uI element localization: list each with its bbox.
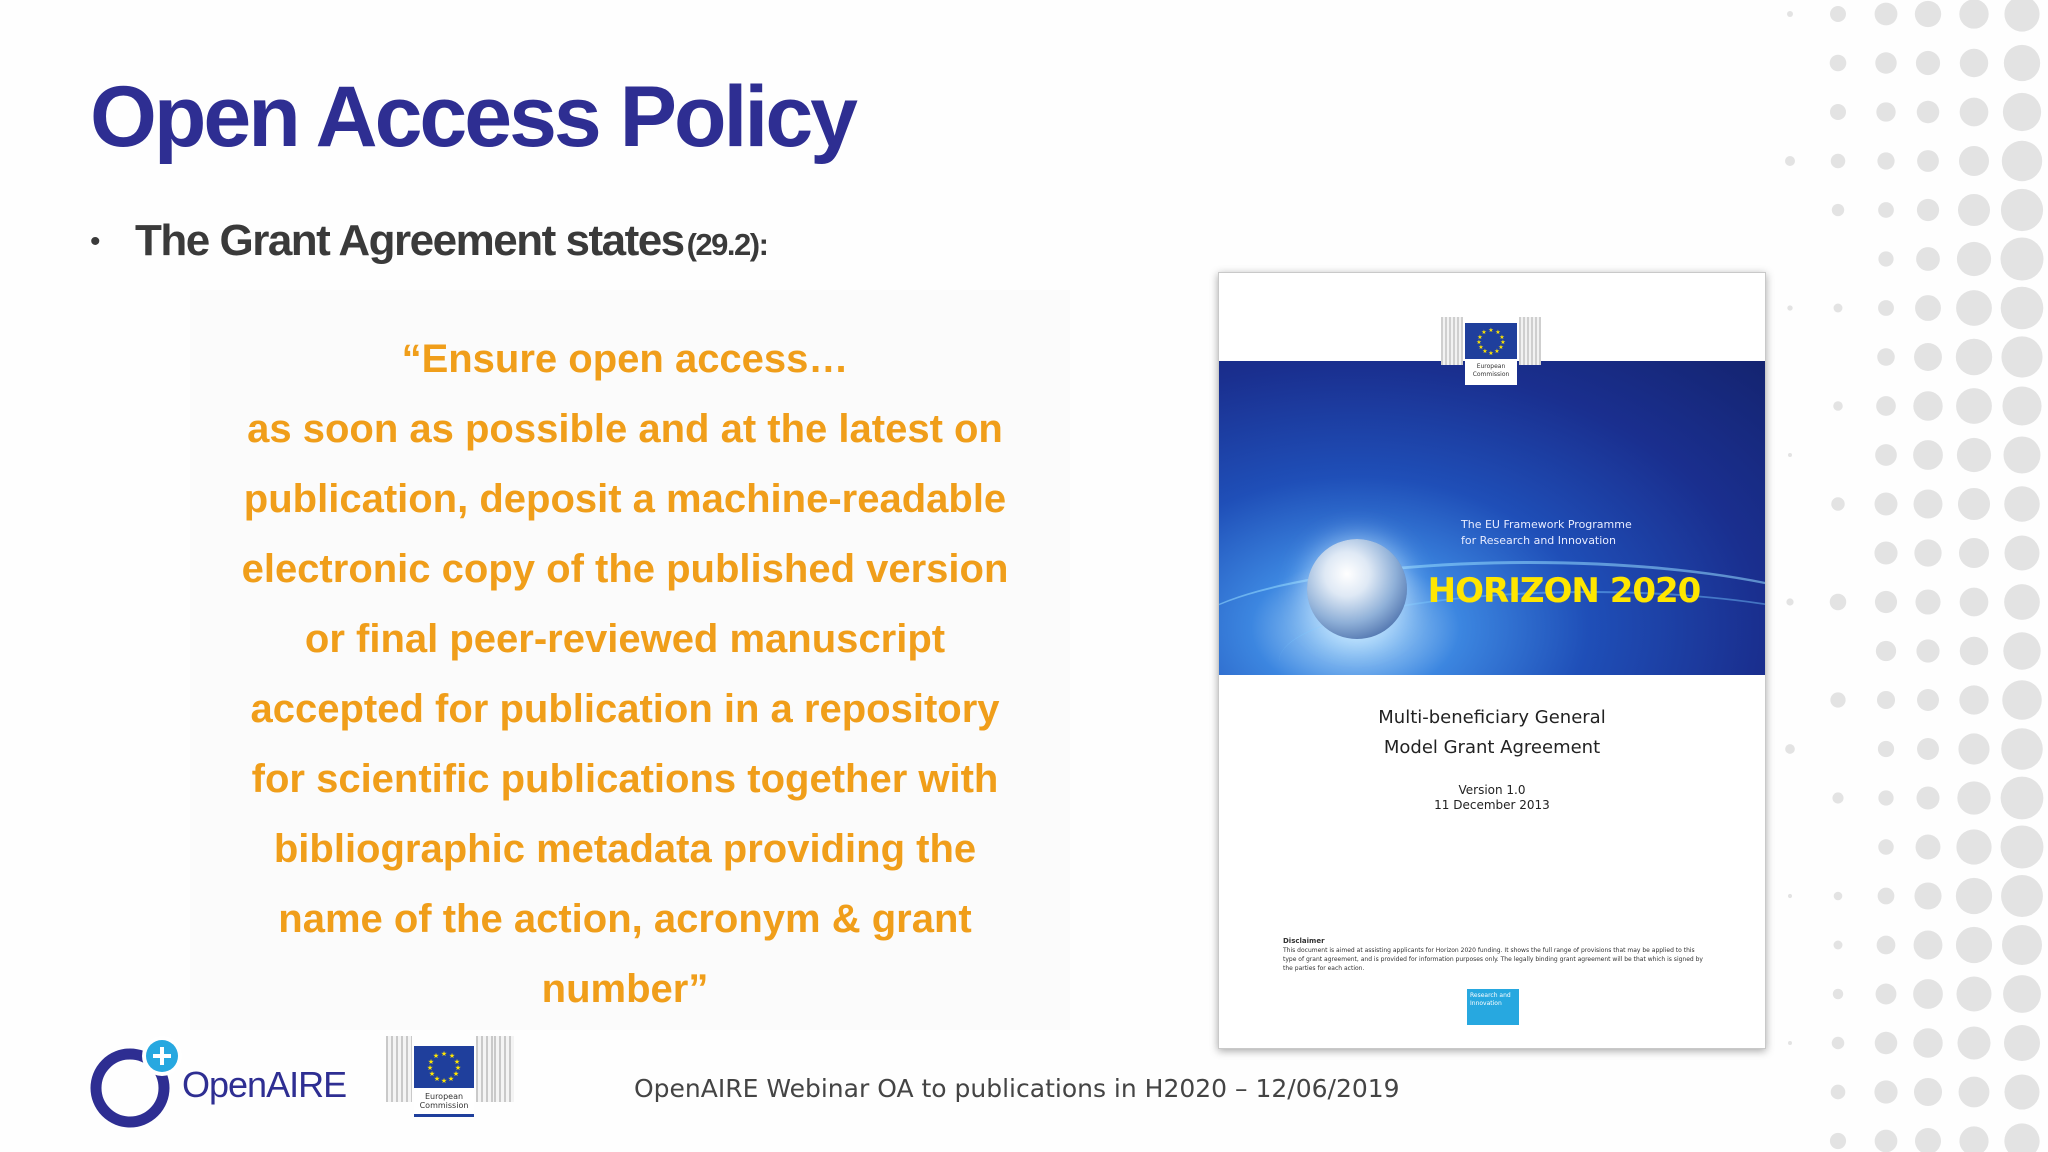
decorative-dot [2001, 728, 2043, 770]
decorative-dot [1960, 49, 1988, 77]
decorative-dot [1878, 251, 1893, 266]
decorative-dot [1834, 304, 1843, 313]
decorative-dot [2004, 1025, 2040, 1061]
decorative-dot [1832, 204, 1844, 216]
svg-text:★: ★ [448, 1052, 456, 1060]
decorative-dot [1916, 247, 1940, 271]
decorative-dot [1914, 490, 1943, 519]
svg-text:★: ★ [440, 1050, 448, 1058]
decorative-dot [1959, 0, 1988, 29]
decorative-dot [2004, 45, 2040, 81]
decorative-dot [1830, 594, 1846, 610]
decorative-dot [1915, 1, 1941, 27]
decorative-dot [1959, 685, 1988, 714]
decorative-dot [1830, 692, 1845, 707]
quote-line: electronic copy of the published version [241, 547, 1009, 591]
decorative-dot [1959, 1126, 1988, 1152]
bullet-marker: • [90, 225, 100, 258]
decorative-dot [1878, 790, 1893, 805]
decorative-dot [2004, 486, 2039, 521]
svg-text:★: ★ [1477, 334, 1483, 341]
decorative-dot [1914, 1078, 1942, 1106]
decorative-dot [1913, 979, 1943, 1009]
decorative-dot [1876, 641, 1896, 661]
svg-text:★: ★ [1500, 339, 1506, 346]
svg-text:★: ★ [1476, 339, 1482, 346]
decorative-dot [2001, 287, 2044, 330]
document-version: Version 1.0 11 December 2013 [1434, 783, 1550, 812]
decorative-dot [1875, 493, 1898, 516]
decorative-dot [2003, 632, 2040, 669]
quote-line: as soon as possible and at the latest on [247, 407, 1003, 451]
document-cover-image [1218, 272, 1766, 1049]
decorative-dot [1831, 1085, 1846, 1100]
svg-text:★: ★ [1488, 350, 1494, 357]
decorative-dot [1914, 882, 1941, 909]
svg-text:★: ★ [1488, 327, 1494, 334]
decorative-dot [1875, 3, 1898, 26]
decorative-dot [1787, 305, 1792, 310]
decorative-dot [1830, 104, 1846, 120]
globe-icon [1307, 539, 1407, 639]
decorative-dot [2002, 141, 2042, 181]
document-banner [1219, 361, 1765, 675]
decorative-dot [1788, 894, 1792, 898]
svg-text:★: ★ [1494, 348, 1500, 355]
decorative-dot [1785, 156, 1795, 166]
decorative-dot [1876, 396, 1896, 416]
decorative-dot [1833, 989, 1843, 999]
decorative-dot [1832, 792, 1843, 803]
decorative-dot [1957, 781, 1990, 814]
decorative-dot [1956, 976, 1991, 1011]
decorative-dot [1957, 1026, 1990, 1059]
eu-flag-icon [1465, 323, 1517, 359]
decorative-dot [1956, 927, 1992, 963]
decorative-dot [1916, 639, 1939, 662]
decorative-dot [1877, 348, 1895, 366]
decorative-dot [1915, 1128, 1941, 1152]
eu-flag-icon [414, 1046, 474, 1088]
document-brand: HORIZON 2020 [1427, 571, 1701, 611]
logo-caption: European Commission [414, 1088, 474, 1116]
quote-line: or final peer-reviewed manuscript [304, 617, 946, 661]
decorative-dot [1915, 295, 1941, 321]
svg-text:★: ★ [447, 1075, 455, 1083]
quote-block [190, 324, 1060, 1024]
decorative-dot [2001, 826, 2044, 869]
decorative-dot [1878, 202, 1894, 218]
quote-line: number” [541, 967, 709, 1011]
quote-line: for scientific publications together with [251, 757, 999, 801]
svg-text:★: ★ [453, 1058, 461, 1066]
decorative-dot [1958, 488, 1990, 520]
decorative-dot [1875, 1130, 1898, 1152]
decorative-dot [1878, 741, 1894, 757]
slide-title: Open Access Policy [90, 69, 855, 165]
decorative-dot [1830, 6, 1846, 22]
decorative-dot [1878, 300, 1894, 316]
svg-text:★: ★ [1499, 334, 1505, 341]
decorative-dot [1831, 154, 1845, 168]
decorative-dot [1917, 689, 1939, 711]
decorative-dot [1917, 101, 1940, 124]
decorative-dot [2003, 975, 2041, 1013]
footer-caption: OpenAIRE Webinar OA to publications in H2020 – 12/06/2019 [634, 1074, 1400, 1103]
document-title: Multi-beneficiary General Model Grant Agreement [1378, 707, 1606, 758]
decorative-dot [1834, 892, 1843, 901]
eu-commission-logo [1441, 317, 1541, 395]
decorative-dot [2001, 189, 2043, 231]
quote-line: accepted for publication in a repository [250, 687, 1000, 731]
document-programme: The EU Framework Programme for Research and Innovation [1461, 518, 1632, 547]
decorative-dot [1917, 150, 1939, 172]
decorative-dot [1914, 931, 1943, 960]
decorative-dot [1960, 588, 1989, 617]
research-innovation-badge: Research and Innovation [1467, 989, 1519, 1025]
decorative-dot [1874, 1080, 1897, 1103]
decorative-dot [1956, 829, 1991, 864]
decorative-dot [1830, 1133, 1846, 1149]
svg-text:★: ★ [426, 1064, 434, 1072]
decorative-dot [1786, 598, 1793, 605]
decorative-dot [1875, 444, 1897, 466]
logo-caption: European Commission [1465, 361, 1517, 385]
svg-text:★: ★ [1478, 344, 1484, 351]
decorative-dot [1877, 691, 1895, 709]
decorative-dot [1875, 1032, 1898, 1055]
decorative-dot [2004, 437, 2041, 474]
decorative-dot [1957, 438, 1991, 472]
svg-text:★: ★ [1495, 329, 1501, 336]
decorative-dot [1785, 744, 1795, 754]
decorative-dot [2004, 1123, 2039, 1152]
decorative-dot [1833, 940, 1842, 949]
svg-text:★: ★ [432, 1052, 440, 1060]
decorative-dot [1959, 538, 1989, 568]
decorative-dot [1877, 936, 1896, 955]
openaire-logo-text: OpenAIRE [182, 1064, 347, 1105]
decorative-dot [1916, 51, 1940, 75]
decorative-dot [1787, 11, 1793, 17]
decorative-dot [1956, 339, 1992, 375]
decorative-dot [1916, 835, 1941, 860]
decorative-dot [2001, 336, 2042, 377]
decorative-dot [2003, 93, 2041, 131]
decorative-dot [2004, 584, 2040, 620]
dot-pattern-decoration [1760, 0, 2048, 1152]
quote-line: name of the action, acronym & grant [278, 897, 972, 941]
svg-text:★: ★ [427, 1058, 435, 1066]
decorative-dot [1917, 738, 1939, 760]
decorative-dot [1959, 146, 1989, 176]
quote-line: “Ensure open access… [401, 337, 849, 381]
decorative-dot [1913, 1028, 1942, 1057]
decorative-dot [1833, 401, 1843, 411]
decorative-dot [1956, 878, 1992, 914]
decorative-dot [1914, 539, 1941, 566]
svg-text:★: ★ [428, 1070, 436, 1078]
decorative-dot [1876, 984, 1897, 1005]
openaire-logo-icon [88, 1034, 184, 1130]
decorative-dot [1913, 440, 1943, 470]
svg-text:★: ★ [454, 1064, 462, 1072]
decorative-dot [1875, 52, 1896, 73]
decorative-dot [1960, 98, 1989, 127]
decorative-dot [1788, 453, 1792, 457]
european-commission-logo [386, 1036, 520, 1126]
document-disclaimer: Disclaimer This document is aimed at assisting applicants for Horizon 2020 funding. It shows the full range of provisions that may be applied to this type of grant agreement, and is provided for information purposes only. The legally binding grant agreement will be that which is signed by the parties for each action. [1283, 937, 1703, 972]
decorative-dot [1876, 102, 1895, 121]
decorative-dot [1959, 1077, 1990, 1108]
svg-text:★: ★ [1498, 344, 1504, 351]
decorative-dot [1788, 1041, 1792, 1045]
decorative-dot [1958, 194, 1990, 226]
svg-text:★: ★ [433, 1075, 441, 1083]
decorative-dot [1958, 733, 1989, 764]
svg-text:★: ★ [452, 1070, 460, 1078]
decorative-dot [1915, 589, 1940, 614]
decorative-dot [1831, 497, 1844, 510]
quote-line: bibliographic metadata providing the [273, 827, 977, 871]
bullet-text: The Grant Agreement states [135, 216, 684, 265]
quote-line: publication, deposit a machine-readable [243, 477, 1007, 521]
decorative-dot [1914, 343, 1942, 371]
decorative-dot [1956, 388, 1992, 424]
decorative-dot [1875, 591, 1897, 613]
decorative-dot [1874, 541, 1897, 564]
decorative-dot [1913, 391, 1942, 420]
decorative-dot [2002, 680, 2042, 720]
decorative-dot [1957, 242, 1991, 276]
decorative-dot [1832, 1037, 1845, 1050]
decorative-dot [1878, 888, 1895, 905]
decorative-dot [1878, 839, 1893, 854]
svg-text:★: ★ [440, 1077, 448, 1085]
decorative-dot [1916, 786, 1939, 809]
decorative-dot [1960, 637, 1988, 665]
decorative-dot [2002, 925, 2042, 965]
svg-text:★: ★ [1482, 348, 1488, 355]
decorative-dot [2004, 535, 2039, 570]
decorative-dot [1877, 152, 1894, 169]
decorative-dot [2004, 1074, 2039, 1109]
decorative-dot [1956, 290, 1992, 326]
decorative-dot [2001, 238, 2044, 281]
decorative-dot [1830, 55, 1847, 72]
decorative-dot [2004, 0, 2039, 32]
decorative-dot [2002, 386, 2041, 425]
decorative-dot [2001, 777, 2044, 820]
decorative-dot [2001, 875, 2043, 917]
decorative-dot [1917, 199, 1939, 221]
bullet-item [90, 216, 767, 266]
bullet-reference: (29.2): [686, 227, 768, 262]
svg-text:★: ★ [1481, 329, 1487, 336]
